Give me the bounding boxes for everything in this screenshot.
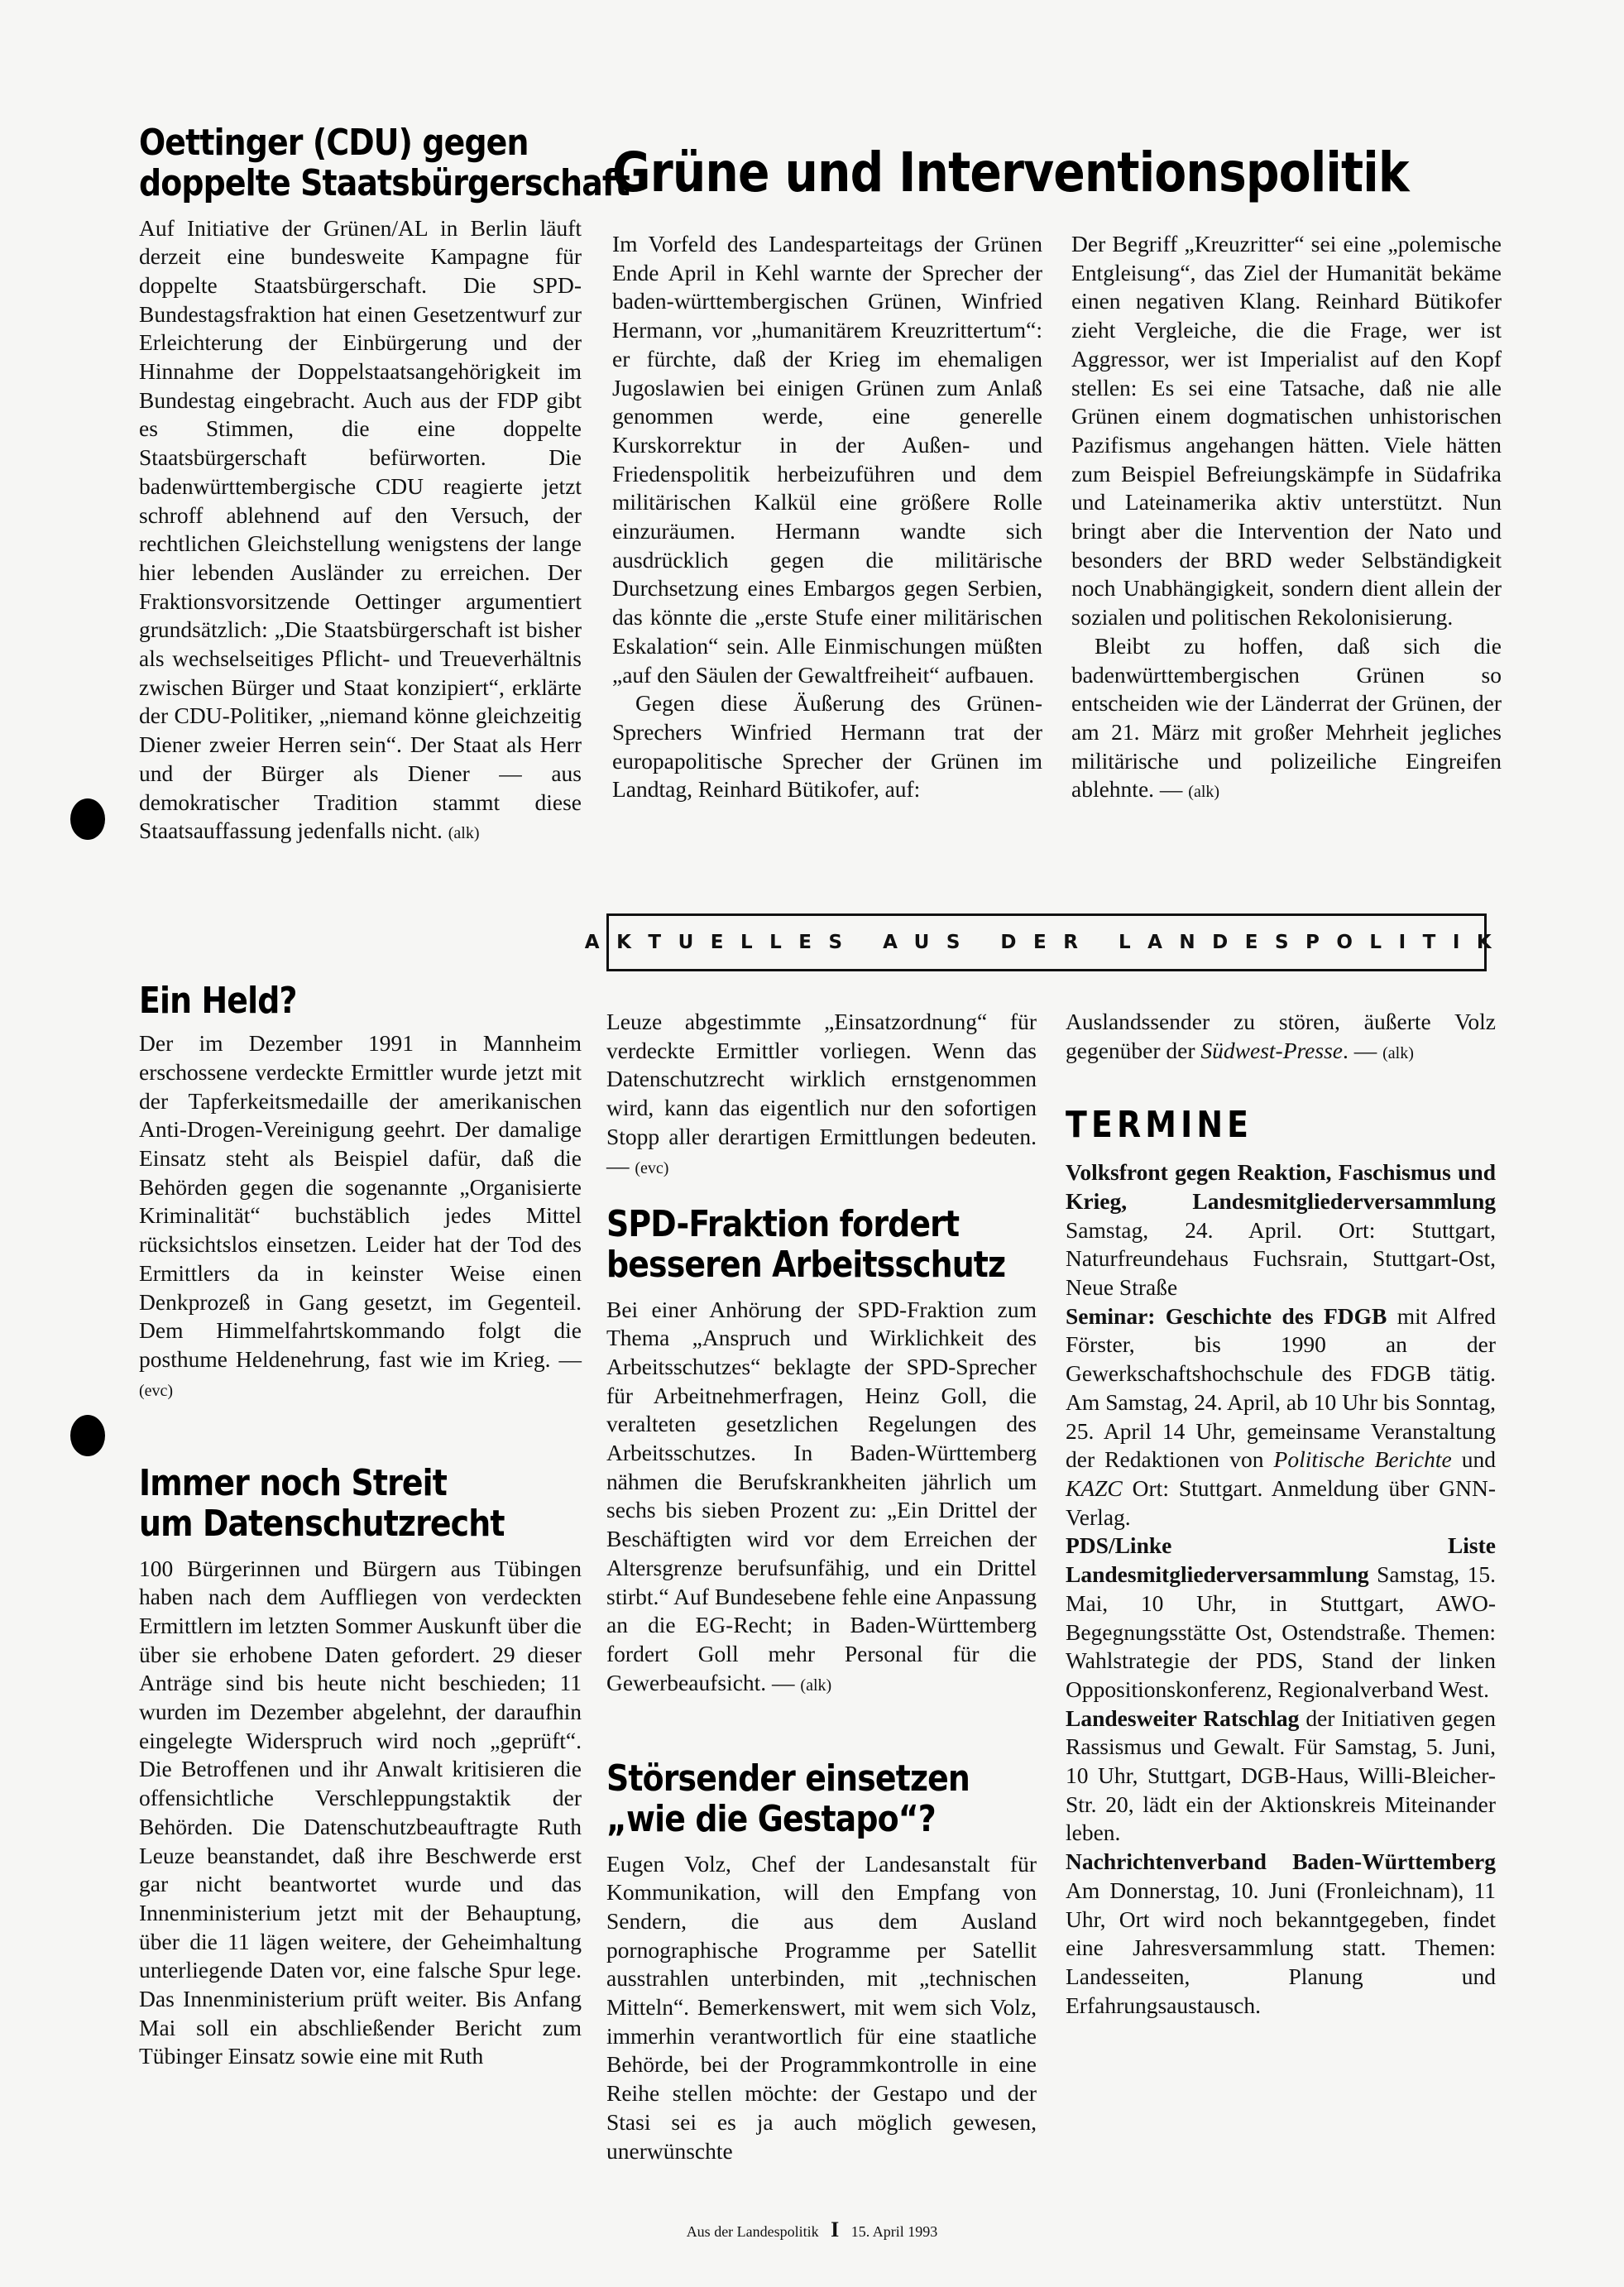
article-arbeitsschutz — [606, 1204, 1037, 1700]
article-body: 100 Bürgerinnen und Bürgern aus Tübingen haben nach dem Auffliegen von verdeckten Ermittlern im letzten Sommer Auskunft über die über sie erhobene Daten gefordert. 29 dieser Anträge sind bis heute nicht beschieden; 11 wurden im Dezember abgelehnt, der daraufhin eingelegte Widerspruch wird noch „geprüft“. Die Betroffenen und ihr Anwalt kritisieren die offensichtliche Verschleppungstaktik der Behörden. Die Datenschutzbeauftragte Ruth Leuze beanstandet, daß ihre Beschwerde erst gar nicht beantwortet wurde und das Innenministerium jetzt mit der Behauptung, über die 11 lägen weitere, der Geheimhaltung unterliegende Daten vor, eine falsche Spur lege. Das Innenministerium prüft weiter. Bis Anfang Mai soll ein abschließender Bericht zum Tübinger Einsatz sowie eine mit Ruth — [139, 1555, 582, 2069]
termine-heading: TERMINE — [1066, 1104, 1253, 1146]
headline-oettinger: Oettinger (CDU) gegen doppelte Staatsbürgerschaft — [139, 122, 630, 205]
article-datenschutz — [139, 1463, 582, 2071]
termine-section — [1066, 1105, 1496, 2020]
article-gruene-headline — [612, 142, 1506, 204]
punch-hole — [70, 1415, 105, 1456]
headline-arbeitsschutz: SPD-Fraktion fordert besseren Arbeitsschutz — [606, 1203, 1006, 1287]
termin-item: Nachrichtenverband Baden-Württemberg Am Donnerstag, 10. Juni (Fronleichnam), 11 Uhr, Ort wird noch bekanntgegeben, findet eine Jahresversammlung statt. Themen: Landesseiten, Planung und Erfahrungsaustausch. — [1066, 1848, 1496, 2018]
headline-stoersender: Störsender einsetzen „wie die Gestapo“? — [606, 1757, 970, 1841]
article-ein-held — [139, 980, 582, 1405]
article-body: Eugen Volz, Chef der Landesanstalt für Kommunikation, will den Empfang von Sendern, die aus dem Ausland pornographische Programme per Satellit ausstrahlen unterbinden, mit „technischen Mitteln“. Bemerkenswert, mit wem sich Volz, immerhin verantwortlich für eine staatliche Behörde, bei der Programmkontrolle in eine Reihe stellen möchte: der Gestapo und der Stasi sei es ja auch möglich gewesen, unerwünschte — [606, 1850, 1037, 2164]
article-gruene-col1 — [612, 230, 1042, 804]
termin-item: Seminar: Geschichte des FDGB mit Alfred Förster, bis 1990 an der Gewerkschaftshochschule des FDGB tätig. Am Samstag, 24. April, ab 10 Uhr bis Sonntag, 25. April 14 Uhr, gemeinsame Veranstaltung der Redaktionen von Politische Berichte und KAZC Ort: Stuttgart. Anmeldung über GNN-Verlag. — [1066, 1302, 1497, 1530]
article-body: Auf Initiative der Grünen/AL in Berlin läuft derzeit eine bundesweite Kampagne für doppelte Staatsbürgerschaft. Die SPD-Bundestagsfraktion hat einen Gesetzentwurf zur Erleichterung der Einbürgerung und der Hinnahme der Doppelstaatsangehörigkeit im Bundestag eingebracht. Auch aus der FDP gibt es Stimmen, die eine doppelte Staatsbürgerschaft befürworten. Die badenwürttembergische CDU reagierte jetzt schroff ablehnend auf den Versuch, der rechtlichen Gleichstellung wenigstens der lange hier lebenden Ausländer zu erreichen. Der Fraktionsvorsitzende Oettinger argumentiert grundsätzlich: „Die Staatsbürgerschaft ist bisher als wechselseitiges Pflicht- und Treueverhältnis zwischen Bürger und Staat konzipiert“, erklärte der CDU-Politiker, „niemand könne gleichzeitig Diener zweier Herren sein“. Der Staat als Herr und der Bürger als Diener — aus demokratischer Tradition stammt diese Staatsauffassung jedenfalls nicht. (alk) — [139, 214, 582, 844]
article-body: Auslandssender zu stören, äußerte Volz gegenüber der Südwest-Presse. — (alk) — [1066, 1009, 1496, 1063]
article-body: Leuze abgestimmte „Einsatzordnung“ für verdeckte Ermittler vorliegen. Wenn das Datenschutzrecht wirklich ernstgenommen wird, kann das eigentlich nur den sofortigen Stopp aller derartigen Ermittlungen bedeuten. — (evc) — [606, 1009, 1037, 1178]
headline-gruene: Grüne und Interventionspolitik — [612, 141, 1409, 204]
termin-item: Volksfront gegen Reaktion, Faschismus und Krieg, Landesmitgliederversammlung Samstag, 24. April. Ort: Stuttgart, Naturfreundehaus Fuchsrain, Stuttgart-Ost, Neue Straße — [1066, 1159, 1496, 1301]
termin-item: PDS/Linke Liste Landesmitgliederversammlung Samstag, 15. Mai, 10 Uhr, in Stuttgart, AWO-Begegnungsstätte Ost, Ostendstraße. Themen: Wahlstrategie der PDS, Stand der linken Oppositionskonferenz, Regionalverband West. — [1066, 1532, 1496, 1702]
punch-hole — [70, 798, 105, 840]
termine-list — [1066, 1158, 1496, 2020]
article-body: Im Vorfeld des Landesparteitags der Grünen Ende April in Kehl warnte der Sprecher der baden-württembergischen Grünen, Winfried Hermann, vor „humanitärem Kreuzrittertum“: er fürchte, daß der Krieg im ehemaligen Jugoslawien bei einigen Grünen zum Anlaß genommen werde, eine generelle Kurskorrektur in der Außen- und Friedenspolitik herbeizuführen und dem militärischen Kalkül eine größere Rolle einzuräumen. Hermann wandte sich ausdrücklich gegen die militärische Durchsetzung eines Embargos gegen Serbien, das könnte die „erste Stufe einer militärischen Eskalation“ sein. Alle Einmischungen müßten „auf den Säulen der Gewaltfreiheit“ aufbauen. Gegen diese Äußerung des Grünen-Sprechers Winfried Hermann trat der europapolitische Sprecher der Grünen im Landtag, Reinhard Bütikofer, auf: — [612, 231, 1042, 803]
article-body: Der im Dezember 1991 in Mannheim erschossene verdeckte Ermittler wurde jetzt mit der Tapferkeitsmedaille der amerikanischen Anti-Drogen-Vereinigung geehrt. Der damalige Einsatz steht als Beispiel dafür, daß die Behörden gegen die sogenannte „Organisierte Kriminalität“ buchstäblich jedes Mittel rücksichtslos einsetzen. Leider hat der Tod des Ermittlers da in keinster Weise einen Denkprozeß in Gang gesetzt, im Gegenteil. Dem Himmelfahrtskommando folgt die posthume Heldenehrung, fast wie im Krieg. — (evc) — [139, 1030, 582, 1400]
article-stoersender — [606, 1758, 1037, 2165]
article-body: Bei einer Anhörung der SPD-Fraktion zum Thema „Anspruch und Wirklichkeit des Arbeitsschutzes“ beklagte der SPD-Sprecher für Arbeitnehmerfragen, Heinz Goll, die veralteten gesetzlichen Regelungen des Arbeitsschutzes. In Baden-Württemberg nähmen die Berufskrankheiten jährlich um sechs bis sieben Prozent zu: „Ein Drittel der Beschäftigten wird vor dem Erreichen der Altersgrenze berufsunfähig, und ein Drittel stirbt.“ Auf Bundesebene fehle eine Anpassung an die EG-Recht; in Baden-Württemberg fordert Goll mehr Personal für die Gewerbeaufsicht. — (alk) — [606, 1296, 1037, 1695]
article-gruene-col2 — [1071, 230, 1502, 807]
article-datenschutz-cont — [606, 1008, 1037, 1182]
article-stoersender-cont — [1066, 1008, 1496, 1067]
page-footer: Aus der Landespolitik I 15. April 1993 — [686, 2217, 938, 2241]
section-banner: AKTUELLES AUS DER LANDESPOLITIK — [606, 913, 1487, 971]
termin-item: Landesweiter Ratschlag der Initiativen gegen Rassismus und Gewalt. Für Samstag, 5. Juni, 10 Uhr, Stuttgart, DGB-Haus, Willi-Bleicher-Str. 20, lädt ein der Aktionskreis Miteinander leben. — [1066, 1704, 1496, 1846]
headline-datenschutz: Immer noch Streit um Datenschutzrecht — [139, 1462, 505, 1546]
headline-ein-held: Ein Held? — [139, 980, 297, 1022]
article-body: Der Begriff „Kreuzritter“ sei eine „polemische Entgleisung“, das Ziel der Humanität bekäme einen negativen Klang. Reinhard Bütikofer zieht Vergleiche, die die Frage, wer ist Aggressor, wer ist Imperialist auf den Kopf stellen: Es sei eine Tatsache, daß nie alle Grünen einem dogmatischen unhistorischen Pazifismus angehangen hätten. Viele hätten zum Beispiel Befreiungskämpfe in Südafrika und Lateinamerika aktiv unterstützt. Nun bringt aber die Intervention der Nato und besonders der BRD weder Selbständigkeit noch Unabhängigkeit, sondern dient allein der sozialen und politischen Rekolonisierung. Bleibt zu hoffen, daß sich die badenwürttembergischen Grünen so entscheiden wie der Länderrat der Grünen, der am 21. März mit großer Mehrheit jegliches militärische und polizeiliche Eingreifen ablehnte. — (alk) — [1071, 231, 1502, 803]
article-oettinger — [139, 122, 630, 848]
